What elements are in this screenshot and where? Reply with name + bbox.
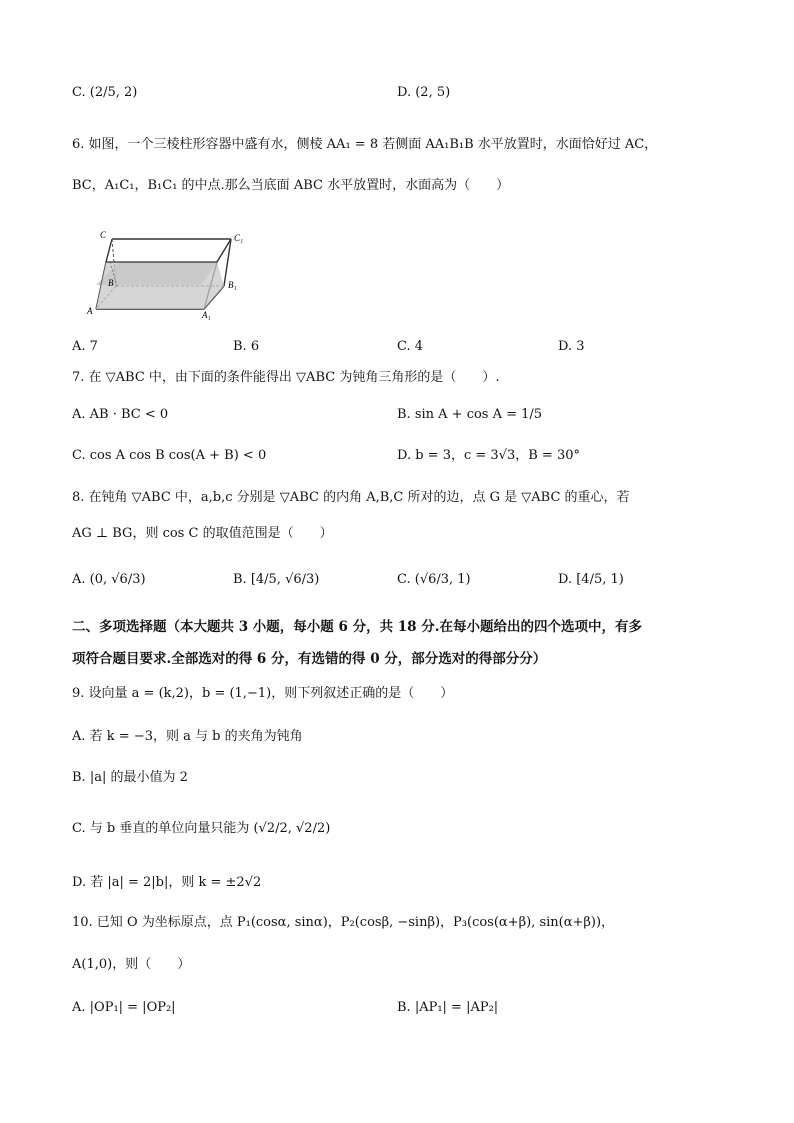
q9-option-c: C. 与 b 垂直的单位向量只能为 (√2/2, √2/2)	[72, 821, 331, 836]
q6-option-c: C. 4	[397, 339, 424, 354]
q5-option-c: C. (2/5, 2)	[72, 85, 138, 100]
q7-option-b: B. sin A + cos A = 1/5	[397, 407, 543, 422]
label-b1: B₁	[228, 280, 237, 290]
prism-figure	[86, 226, 246, 321]
q5-option-d: D. (2, 5)	[397, 85, 451, 100]
section2-heading-line1: 二、多项选择题（本大题共 3 小题，每小题 6 分，共 18 分.在每小题给出的四个选项中，有多	[72, 619, 642, 635]
q9-option-a: A. 若 k = −3，则 a 与 b 的夹角为钝角	[72, 729, 303, 744]
q7-option-c: C. cos A cos B cos(A + B) < 0	[72, 448, 267, 463]
q10-option-a: A. |OP₁| = |OP₂|	[72, 1000, 176, 1015]
section2-heading-line2: 项符合题目要求.全部选对的得 6 分，有选错的得 0 分，部分选对的得部分分）	[72, 651, 547, 667]
q8-option-a: A. (0, √6/3)	[72, 572, 146, 587]
q10-stem-line2: A(1,0)，则（ ）	[72, 957, 191, 972]
q6-stem-line2: BC，A₁C₁，B₁C₁ 的中点.那么当底面 ABC 水平放置时，水面高为（ ）	[72, 178, 510, 193]
label-b: B	[108, 278, 114, 288]
q8-option-c: C. (√6/3, 1)	[397, 572, 471, 587]
q9-option-d: D. 若 |a| = 2|b|，则 k = ±2√2	[72, 875, 262, 890]
q6-option-a: A. 7	[72, 339, 98, 354]
label-c: C	[100, 230, 107, 240]
label-c1: C₁	[234, 233, 244, 243]
q7-option-d: D. b = 3，c = 3√3，B = 30°	[397, 448, 580, 463]
q8-stem-line1: 8. 在钝角 ▽ABC 中，a,b,c 分别是 ▽ABC 的内角 A,B,C 所对的边，点 G 是 ▽ABC 的重心，若	[72, 490, 630, 505]
q6-stem-line1: 6. 如图，一个三棱柱形容器中盛有水，侧棱 AA₁ = 8 若侧面 AA₁B₁B 水平放置时，水面恰好过 AC，	[72, 137, 658, 152]
q7-option-a: A. AB · BC < 0	[72, 407, 169, 422]
q8-option-d: D. [4/5, 1)	[558, 572, 624, 587]
q10-stem-line1: 10. 已知 O 为坐标原点，点 P₁(cosα, sinα)，P₂(cosβ, −sinβ)，P₃(cos(α+β), sin(α+β))，	[72, 915, 615, 930]
label-a: A	[87, 306, 93, 316]
q10-option-b: B. |AP₁| = |AP₂|	[397, 1000, 499, 1015]
q9-option-b: B. |a| 的最小值为 2	[72, 770, 188, 785]
water-surface	[106, 244, 202, 246]
q9-stem: 9. 设向量 a = (k,2)，b = (1,−1)，则下列叙述正确的是（ ）	[72, 686, 454, 701]
label-a1: A₁	[202, 310, 211, 320]
q6-option-b: B. 6	[233, 339, 260, 354]
q7-stem: 7. 在 ▽ABC 中，由下面的条件能得出 ▽ABC 为钝角三角形的是（ ）.	[72, 370, 500, 385]
q6-option-d: D. 3	[558, 339, 585, 354]
q8-stem-line2: AG ⊥ BG，则 cos C 的取值范围是（ ）	[72, 526, 333, 541]
q8-option-b: B. [4/5, √6/3)	[233, 572, 320, 587]
